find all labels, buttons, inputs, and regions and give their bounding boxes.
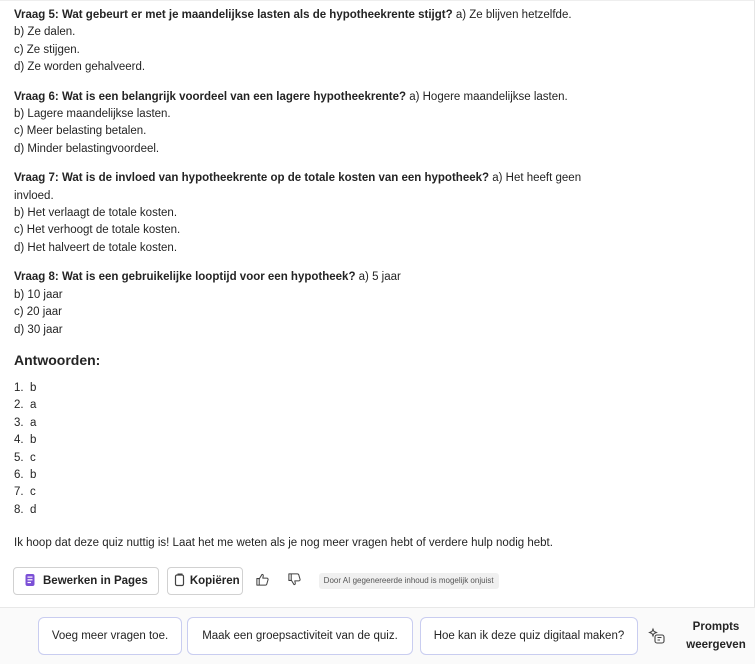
question-option: d) 30 jaar [14,323,63,336]
answer-item: 5. c [14,451,36,464]
question-option: b) Het verlaagt de totale kosten. [14,207,178,220]
suggestion-add-questions[interactable]: Voeg meer vragen toe. [38,617,182,655]
answer-list [14,380,604,519]
question-option: c) Ze stijgen. [14,43,80,56]
question-option: c) Het verhoogt de totale kosten. [14,224,181,237]
pages-icon [23,573,37,590]
thumbs-down-icon [287,572,302,590]
answer-item: 6. b [14,468,37,481]
question-option: c) 20 jaar [14,306,62,319]
question-5 [14,7,604,77]
thumbs-up-button[interactable] [251,569,275,593]
question-option: d) Het halveert de totale kosten. [14,241,178,254]
question-option: c) Meer belasting betalen. [14,125,147,138]
show-prompts-line2: weergeven [686,639,746,651]
ai-disclaimer: Door AI gegenereerde inhoud is mogelijk onjuist [319,573,499,589]
question-title: Vraag 7: Wat is de invloed van hypotheekrente op de totale kosten van een hypotheek? [14,172,490,185]
answer-item: 2. a [14,399,37,412]
answer-item: 3. a [14,416,37,429]
question-title: Vraag 5: Wat gebeurt er met je maandelijkse lasten als de hypotheekrente stijgt? [14,9,453,21]
show-prompts-line1: Prompts [692,621,740,633]
question-title: Vraag 6: Wat is een belangrijk voordeel van een lagere hypotheekrente? [14,90,406,103]
question-option: a) Hogere maandelijkse lasten. [406,90,568,103]
question-option: b) 10 jaar [14,288,63,301]
chat-response [14,7,604,552]
thumbs-up-icon [255,572,270,590]
question-option: b) Lagere maandelijkse lasten. [14,108,171,121]
question-7 [14,170,604,257]
copy-button[interactable] [167,567,243,595]
question-option: a) Ze blijven hetzelfde. [452,9,572,21]
question-8 [14,269,604,339]
question-option: d) Ze worden gehalveerd. [14,61,146,74]
answer-item: 4. b [14,434,37,447]
sparkle-prompt-icon[interactable] [647,626,667,646]
copy-label: Kopiëren [189,575,240,587]
copy-icon [173,573,186,590]
show-prompts-button[interactable] [680,618,752,654]
closing-message: Ik hoop dat deze quiz nuttig is! Laat het me weten als je nog meer vragen hebt of verdere hulp nodig hebt. [14,537,553,550]
question-option: a) Het heeft geen invloed. [14,172,582,202]
suggestion-group-activity[interactable]: Maak een groepsactiviteit van de quiz. [187,617,413,655]
answers-heading: Antwoorden: [14,351,101,368]
question-option: a) 5 jaar [355,271,401,284]
question-6 [14,89,604,159]
thumbs-down-button[interactable] [283,569,307,593]
answer-item: 1. b [14,381,37,394]
response-toolbar [13,567,499,595]
question-title: Vraag 8: Wat is een gebruikelijke looptijd voor een hypotheek? [14,271,356,284]
question-option: b) Ze dalen. [14,26,76,39]
edit-in-pages-button[interactable] [13,567,159,595]
edit-in-pages-label: Bewerken in Pages [43,575,148,587]
answer-item: 8. d [14,503,37,516]
suggestion-digital-quiz[interactable]: Hoe kan ik deze quiz digitaal maken? [420,617,638,655]
answer-item: 7. c [14,486,36,499]
question-option: d) Minder belastingvoordeel. [14,142,160,155]
suggestions-bar [0,608,755,664]
